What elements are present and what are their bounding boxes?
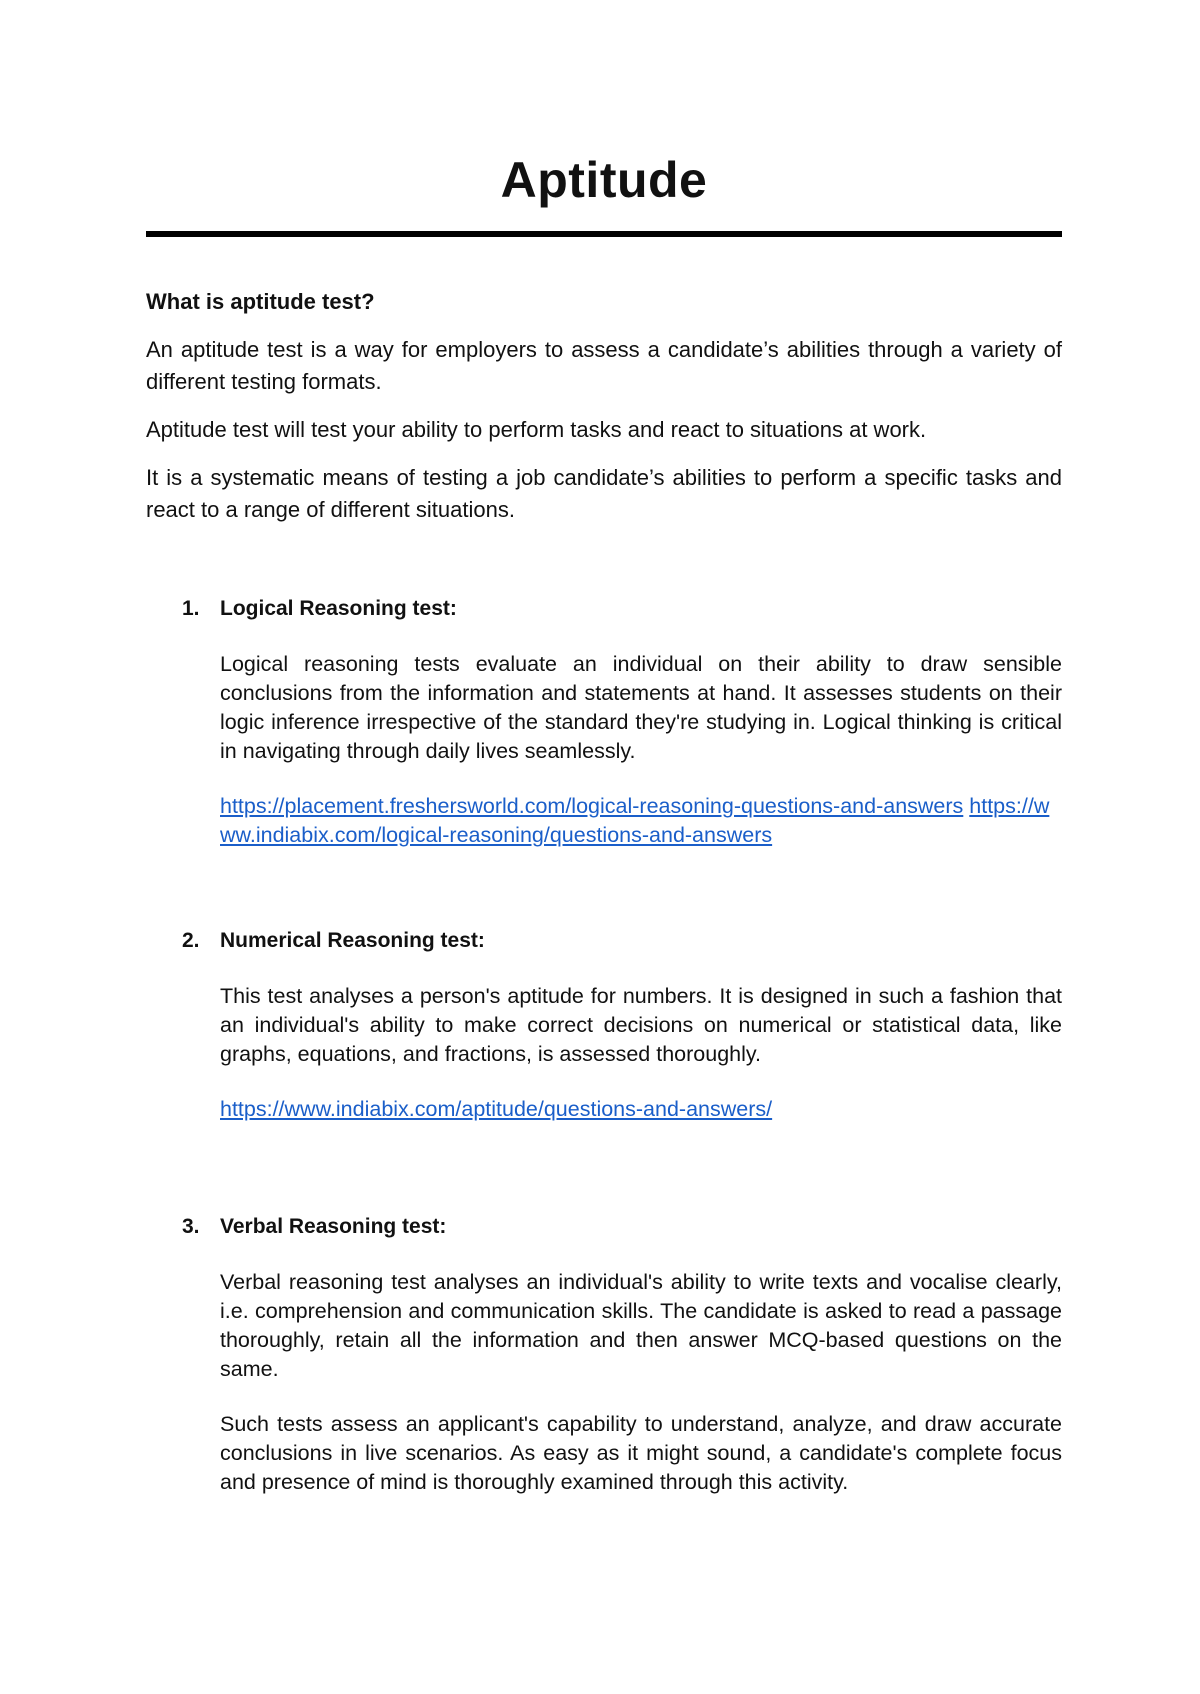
section-paragraph: Logical reasoning tests evaluate an individual on their ability to draw sensible conclusions from the information and statements at hand. It assesses students on their logic inference irrespective of the standard they're studying in. Logical thinking is critical in navigating through daily lives seamlessly. <box>220 652 1062 763</box>
section-number: 2. <box>182 929 200 952</box>
section-number: 3. <box>182 1215 200 1238</box>
section-title: Verbal Reasoning test: <box>220 1215 447 1238</box>
title-divider <box>146 231 1062 237</box>
section-verbal-reasoning <box>146 1212 1062 1497</box>
section-numerical-reasoning <box>146 926 1062 1124</box>
intro-paragraph: Aptitude test will test your ability to perform tasks and react to situations at work. <box>146 417 927 442</box>
intro-paragraph: It is a systematic means of testing a job candidate’s abilities to perform a specific tasks and react to a range of different situations. <box>146 465 1062 522</box>
section-title: Logical Reasoning test: <box>220 597 457 620</box>
section-logical-reasoning <box>146 594 1062 850</box>
section-paragraph: Such tests assess an applicant's capability to understand, analyze, and draw accurate conclusions in live scenarios. As easy as it might sound, a candidate's complete focus and presence of mind is thoroughly examined through this activity. <box>220 1412 1062 1494</box>
link-freshersworld-logical[interactable]: https://placement.freshersworld.com/logical-reasoning-questions-and-answers <box>220 794 964 818</box>
section-paragraph: This test analyses a person's aptitude for numbers. It is designed in such a fashion that an individual's ability to make correct decisions on numerical or statistical data, like graphs, equations, and fractions, is assessed thoroughly. <box>220 984 1062 1066</box>
section-paragraph: Verbal reasoning test analyses an individual's ability to write texts and vocalise clearly, i.e. comprehension and communication skills. The candidate is asked to read a passage thoroughly, retain all the information and then answer MCQ-based questions on the same. <box>220 1270 1062 1381</box>
link-indiabix-logical[interactable]: https://www.indiabix.com/logical-reasoning/questions-and-answers <box>220 794 1050 847</box>
section-links <box>220 1095 1062 1124</box>
intro-heading: What is aptitude test? <box>146 289 375 314</box>
document-title: Aptitude <box>500 152 708 208</box>
link-indiabix-aptitude[interactable]: https://www.indiabix.com/aptitude/questions-and-answers/ <box>220 1097 773 1121</box>
section-title: Numerical Reasoning test: <box>220 929 485 952</box>
intro-paragraph: An aptitude test is a way for employers to assess a candidate’s abilities through a variety of different testing formats. <box>146 337 1062 394</box>
section-number: 1. <box>182 597 200 620</box>
section-links <box>220 792 1062 850</box>
